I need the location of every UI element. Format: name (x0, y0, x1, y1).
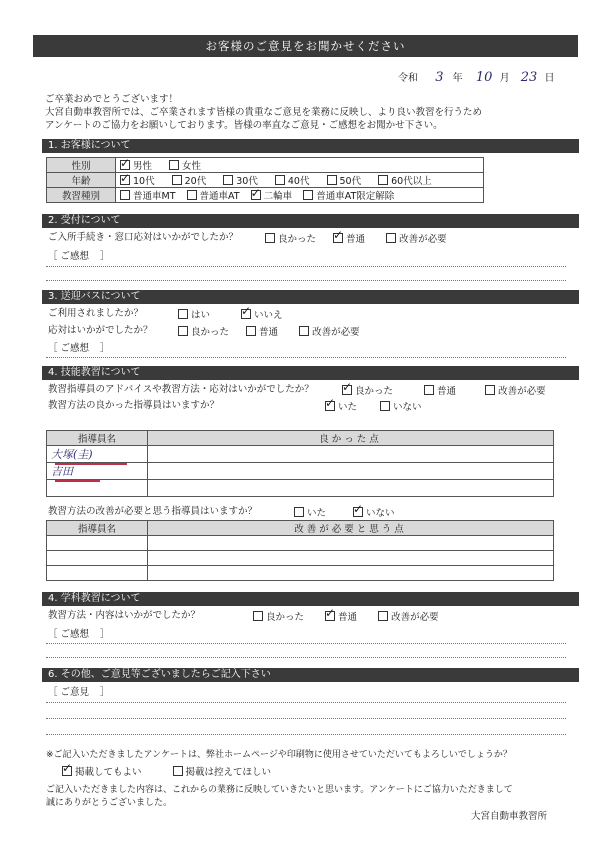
bus-q2-options (178, 326, 360, 338)
date-day[interactable]: 23 (520, 70, 538, 85)
bad-table-col-points: 改善が必要と思う点 (148, 521, 554, 536)
course-option-at-release[interactable]: 普通車AT限定解除 (303, 191, 394, 202)
skill-question-2: 教習方法の良かった指導員はいますか？ (48, 400, 220, 411)
date-day-unit: 日 (544, 73, 555, 84)
section-5-header: 4. 学科教習について (42, 592, 579, 606)
table-cell[interactable] (148, 480, 554, 497)
comment-line[interactable] (46, 266, 566, 267)
checkbox-icon[interactable] (424, 385, 434, 395)
name-underline-mark (55, 463, 127, 465)
gender-option-female[interactable]: 女性 (169, 161, 201, 172)
section-4-header: 4. 技能教習について (42, 366, 579, 380)
checkbox-icon[interactable] (378, 175, 388, 185)
age-option-50s[interactable]: 50代 (327, 176, 362, 187)
date-month[interactable]: 10 (475, 70, 493, 85)
good-table-col-name: 指導員名 (47, 431, 148, 446)
table-cell[interactable] (148, 463, 554, 480)
skill-option-good[interactable]: ✓ 良かった (342, 386, 393, 397)
bus-option-yes[interactable]: はい (178, 310, 210, 321)
checkbox-icon[interactable] (333, 233, 343, 243)
skill-question-3: 教習方法の改善が必要と思う指導員はいますか？ (48, 506, 258, 517)
bad-instructor-option-no[interactable]: ✓ いない (353, 508, 395, 519)
skill-question-1: 教習指導員のアドバイスや教習方法・応対はいかがでしたか？ (48, 384, 314, 395)
good-table-col-points: 良かった点 (148, 431, 554, 446)
checkbox-icon[interactable] (62, 766, 72, 776)
bus-service-option-improve[interactable]: 改善が必要 (299, 327, 360, 338)
name-underline-mark (55, 480, 100, 482)
checkbox-icon[interactable] (380, 401, 390, 411)
customer-info-table (46, 157, 484, 203)
good-instructor-option-yes[interactable]: ✓ いた (325, 402, 357, 413)
table-cell[interactable] (47, 480, 148, 497)
course-options (116, 188, 484, 203)
checkbox-icon[interactable] (120, 160, 130, 170)
gender-options (116, 158, 484, 173)
checkbox-icon[interactable] (173, 766, 183, 776)
section-1-header: 1. お客様について (42, 139, 579, 153)
instructor-name-1: 大塚(圭) (51, 448, 93, 461)
checkbox-icon[interactable] (485, 385, 495, 395)
table-row (47, 551, 554, 566)
section-2-header: 2. 受付について (42, 214, 579, 228)
thanks-line-2: 誠にありがとうございました。 (46, 798, 173, 808)
intro-line-3: アンケートのご協力をお願いしております。皆様の率直なご意見・ご感想をお聞かせ下さい。 (45, 120, 443, 131)
other-comment-close: ］ (100, 687, 110, 698)
reception-option-improve[interactable]: 改善が必要 (386, 234, 447, 245)
checkbox-icon[interactable] (275, 175, 285, 185)
checkbox-icon[interactable] (325, 611, 335, 621)
skill-q3-options (294, 507, 395, 519)
consent-question: ※ご記入いただきましたアンケートは、弊社ホームページや印刷物に使用させていただいてもよろしいでしょうか？ (46, 750, 512, 760)
age-option-40s[interactable]: 40代 (275, 176, 310, 187)
page-title: お客様のご意見をお聞かせください (33, 35, 578, 57)
bus-question-2: 応対はいかがでしたか？ (48, 325, 153, 336)
lecture-question: 教習方法・内容はいかがでしたか？ (48, 610, 201, 621)
lecture-option-improve[interactable]: 改善が必要 (378, 612, 439, 623)
section-6-header: 6. その他、ご意見等ございましたらご記入下さい (42, 668, 579, 682)
date-line (398, 71, 555, 84)
table-cell[interactable] (148, 551, 554, 566)
bus-comment-label: ［ ご感想 (48, 343, 90, 354)
comment-line[interactable] (46, 357, 566, 358)
checkbox-icon[interactable] (251, 190, 261, 200)
checkbox-icon[interactable] (265, 233, 275, 243)
course-option-at[interactable]: 普通車AT (187, 191, 240, 202)
lecture-option-normal[interactable]: ✓ 普通 (325, 612, 357, 623)
checkbox-icon[interactable] (327, 175, 337, 185)
table-cell[interactable] (148, 566, 554, 581)
checkbox-icon[interactable] (178, 326, 188, 336)
lecture-comment-label: ［ ご感想 (48, 629, 90, 640)
age-option-20s[interactable]: 20代 (172, 176, 207, 187)
comment-line[interactable] (46, 657, 566, 658)
lecture-option-good[interactable]: 良かった (253, 612, 304, 623)
good-instructor-option-no[interactable]: いない (380, 402, 422, 413)
bad-instructor-option-yes[interactable]: いた (294, 508, 326, 519)
checkbox-icon[interactable] (178, 309, 188, 319)
table-cell[interactable] (47, 551, 148, 566)
course-option-mt[interactable]: 普通車MT (120, 191, 176, 202)
skill-option-improve[interactable]: 改善が必要 (485, 386, 546, 397)
consent-options (62, 766, 271, 778)
skill-option-normal[interactable]: 普通 (424, 386, 456, 397)
bus-service-option-good[interactable]: 良かった (178, 327, 229, 338)
lecture-options (253, 611, 439, 623)
table-cell[interactable] (47, 463, 148, 480)
checkbox-icon[interactable] (294, 507, 304, 517)
other-comment-label: ［ ご意見 (48, 687, 90, 698)
table-row (47, 480, 554, 497)
table-cell[interactable] (148, 446, 554, 463)
comment-line[interactable] (46, 702, 566, 703)
consent-option-allow[interactable]: ✓掲載してもよい (62, 767, 142, 778)
section-3-header: 3. 送迎バスについて (42, 290, 579, 304)
checkbox-icon[interactable] (342, 385, 352, 395)
comment-line[interactable] (46, 718, 566, 719)
date-year[interactable]: 3 (435, 70, 444, 85)
skill-q2-options (325, 401, 422, 413)
checkbox-icon[interactable] (241, 309, 251, 319)
age-option-60s[interactable]: 60代以上 (378, 176, 432, 187)
table-row (47, 566, 554, 581)
gender-option-male[interactable]: ✓ 男性 (120, 161, 152, 172)
bad-instructor-table (46, 520, 554, 581)
bad-table-col-name: 指導員名 (47, 521, 148, 536)
bus-comment-close: ］ (100, 343, 110, 354)
thanks-line-1: ご記入いただきました内容は、これからの業務に反映していきたいと思います。アンケートにご協力いただきまして (46, 785, 513, 795)
comment-line[interactable] (46, 280, 566, 281)
checkbox-icon[interactable] (187, 190, 197, 200)
date-era: 令和 (398, 73, 418, 84)
comment-line[interactable] (46, 734, 566, 735)
intro-line-1: ご卒業おめでとうございます！ (45, 94, 179, 105)
reception-option-normal[interactable]: ✓ 普通 (333, 234, 365, 245)
reception-question: ご入所手続き・窓口応対はいかがでしたか？ (48, 232, 239, 243)
checkbox-icon[interactable] (246, 326, 256, 336)
date-month-unit: 月 (499, 73, 510, 84)
gender-label: 性別 (47, 158, 116, 173)
course-label: 教習種別 (47, 188, 116, 203)
checkbox-icon[interactable] (386, 233, 396, 243)
school-name: 大宮自動車教習所 (471, 811, 548, 822)
course-option-motorcycle[interactable]: ✓ 二輪車 (251, 191, 293, 202)
checkbox-icon[interactable] (172, 175, 182, 185)
bus-service-option-normal[interactable]: 普通 (246, 327, 278, 338)
table-cell[interactable] (148, 536, 554, 551)
checkbox-icon[interactable] (299, 326, 309, 336)
age-option-10s[interactable]: ✓ 10代 (120, 176, 155, 187)
bus-q1-options (178, 309, 283, 321)
age-option-30s[interactable]: 30代 (223, 176, 258, 187)
age-label: 年齢 (47, 173, 116, 188)
table-row (47, 536, 554, 551)
table-cell[interactable] (47, 446, 148, 463)
checkbox-icon[interactable] (223, 175, 233, 185)
bus-option-no[interactable]: ✓ いいえ (241, 310, 283, 321)
age-options (116, 173, 484, 188)
reception-option-good[interactable]: 良かった (265, 234, 316, 245)
table-row (47, 463, 554, 480)
reception-options (265, 233, 447, 245)
checkbox-icon[interactable] (120, 190, 130, 200)
date-year-unit: 年 (452, 73, 463, 84)
checkbox-icon[interactable] (378, 611, 388, 621)
instructor-name-2: 吉田 (51, 465, 73, 478)
checkbox-icon[interactable] (353, 507, 363, 517)
checkbox-icon[interactable] (325, 401, 335, 411)
table-row (47, 446, 554, 463)
table-cell[interactable] (47, 566, 148, 581)
reception-comment-label: ［ ご感想 (48, 251, 90, 262)
checkbox-icon[interactable] (120, 175, 130, 185)
bus-question-1: ご利用されましたか？ (48, 308, 144, 319)
intro-line-2: 大宮自動車教習所では、ご卒業されます皆様の貴重なご意見を業務に反映し、より良い教習を行うため (45, 107, 483, 118)
checkbox-icon[interactable] (303, 190, 313, 200)
consent-option-decline[interactable]: 掲載は控えてほしい (173, 767, 272, 778)
checkbox-icon[interactable] (169, 160, 179, 170)
comment-line[interactable] (46, 643, 566, 644)
table-cell[interactable] (47, 536, 148, 551)
lecture-comment-close: ］ (100, 629, 110, 640)
reception-comment-close: ］ (100, 251, 110, 262)
checkbox-icon[interactable] (253, 611, 263, 621)
skill-q1-options (342, 385, 546, 397)
